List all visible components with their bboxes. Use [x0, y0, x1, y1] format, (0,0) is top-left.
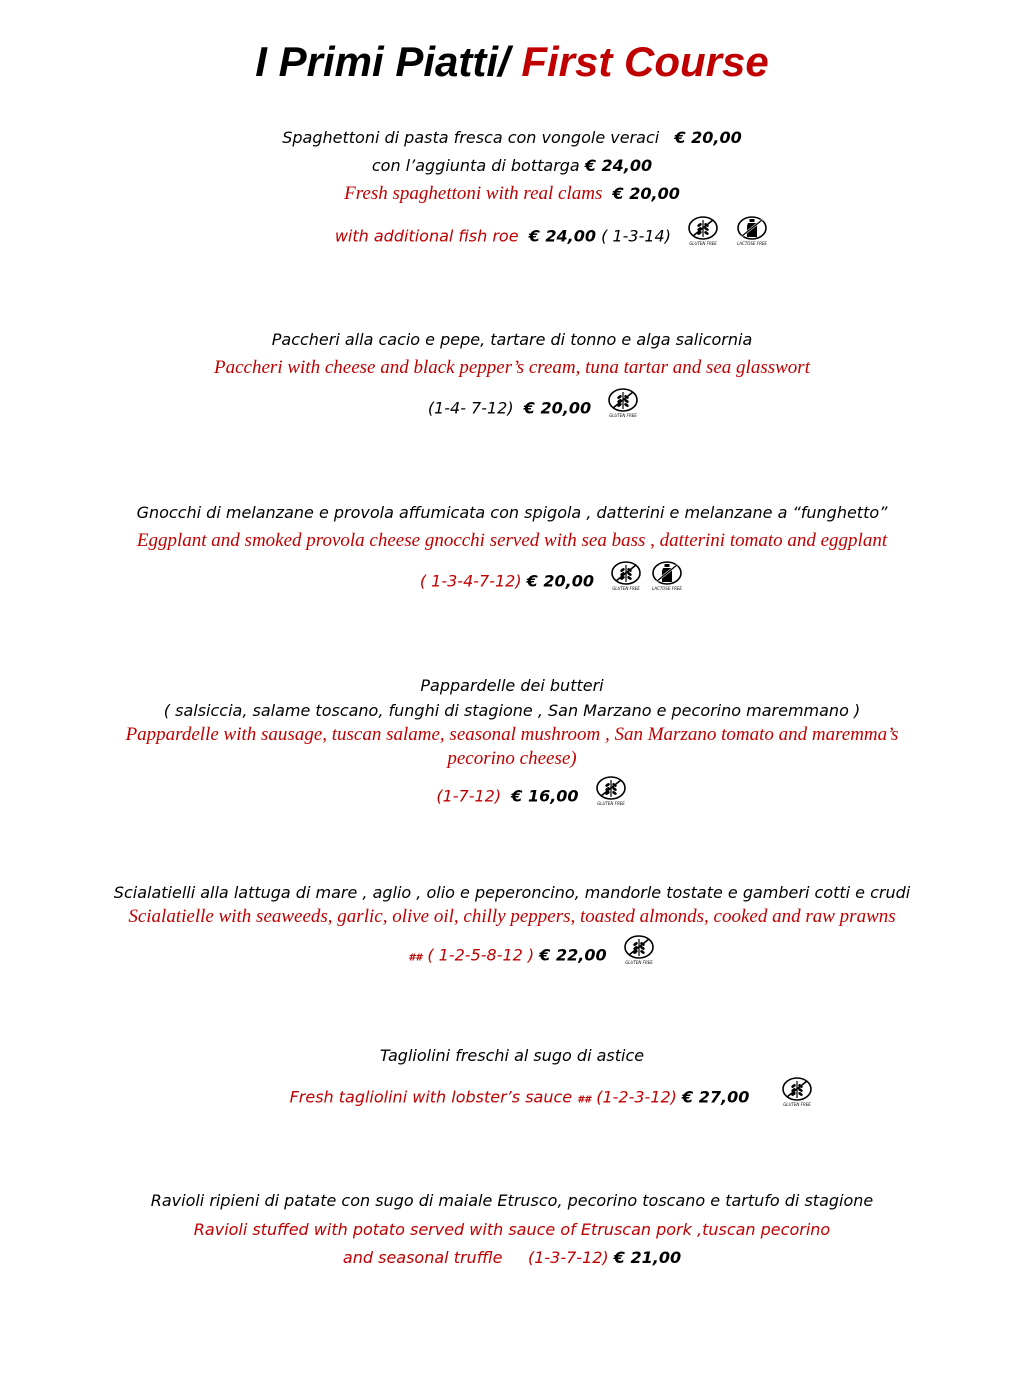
title-prefix: I Primi Piatti/: [255, 38, 510, 85]
title-suffix: First Course: [521, 38, 769, 85]
dish6-price: € 27,00: [682, 1087, 750, 1107]
dish3-italian-name: Gnocchi di melanzane e provola affumicata con spigola , datterini e melanzane a “funghetto”: [136, 503, 888, 522]
dish4-line4: [0, 747, 1024, 771]
dish1-line3: [0, 182, 1024, 206]
svg-text:GLUTEN FREE: GLUTEN FREE: [783, 1102, 812, 1107]
svg-text:GLUTEN FREE: GLUTEN FREE: [624, 960, 653, 965]
dish1-italian-name: Spaghettoni di pasta fresca con vongole veraci: [282, 128, 660, 147]
svg-text:GLUTEN FREE: GLUTEN FREE: [612, 586, 640, 591]
dish1-english-name: Fresh spaghettoni with real clams: [344, 183, 603, 204]
dish1-price: € 20,00: [674, 128, 742, 147]
dish5-line1: [0, 881, 1024, 905]
dish3-price: € 20,00: [526, 571, 594, 591]
dish5-price: € 22,00: [539, 945, 607, 965]
dish6-allergens: (1-2-3-12): [596, 1087, 677, 1107]
gluten-free-icon: [686, 216, 720, 246]
gluten-free-icon: [622, 935, 656, 965]
dish2-price: € 20,00: [523, 398, 592, 418]
dish4-line3: [0, 723, 1024, 747]
dish2-italian-name: Paccheri alla cacio e pepe, tartare di tonno e alga salicornia: [271, 330, 753, 349]
dish4-allergens: (1-7-12): [436, 786, 502, 806]
dish2-allergens: (1-4- 7-12): [427, 398, 514, 418]
dish2-line1: [0, 328, 1024, 352]
svg-text:GLUTEN FREE: GLUTEN FREE: [596, 801, 625, 806]
dish5-english-name: Scialatielle with seaweeds, garlic, olive oil, chilly peppers, toasted almonds, cooked and raw prawns: [128, 906, 896, 927]
dish6-italian-name: Tagliolini freschi al sugo di astice: [379, 1046, 645, 1065]
page-title: [0, 38, 1024, 86]
dish3-line1: [0, 501, 1024, 525]
dish3-line3: [40, 567, 1024, 597]
gluten-free-icon: [594, 776, 628, 806]
dish5-line3: [20, 941, 1024, 971]
svg-text:LACTOSE FREE: LACTOSE FREE: [737, 241, 768, 246]
dish2-english-name: Paccheri with cheese and black pepper’s cream, tuna tartar and sea glasswort: [214, 357, 810, 378]
dish4-line5: [20, 782, 1024, 812]
dish7-line3: [0, 1246, 1024, 1270]
dish7-italian-name: Ravioli ripieni di patate con sugo di maiale Etrusco, pecorino toscano e tartufo di stagione: [150, 1191, 874, 1210]
lactose-free-icon: [650, 561, 684, 591]
dish1-line4: [40, 222, 1024, 252]
dish4-line1: [0, 674, 1024, 698]
dish3-line2: [0, 529, 1024, 553]
dish2-line2: [0, 356, 1024, 380]
dish6-marker: ##: [577, 1094, 592, 1106]
dish7-english-continued: and seasonal truffle: [342, 1248, 503, 1267]
dish4-english-name: Pappardelle with sausage, tuscan salame, seasonal mushroom , San Marzano tomato and maremma’s: [125, 724, 899, 745]
dish7-price: € 21,00: [613, 1248, 682, 1267]
dish1-allergens: ( 1-3-14): [601, 226, 671, 246]
dish5-allergens: ( 1-2-5-8-12 ): [427, 945, 535, 965]
dish7-line1: [0, 1189, 1024, 1213]
dish7-line2: [0, 1218, 1024, 1242]
gluten-free-icon: [606, 388, 640, 418]
dish5-italian-name: Scialatielli alla lattuga di mare , aglio , olio e peperoncino, mandorle tostate e gamberi cotti e crudi: [113, 883, 911, 902]
dish1-addon-english: with additional fish roe: [334, 226, 519, 246]
svg-text:GLUTEN FREE: GLUTEN FREE: [689, 241, 717, 246]
dish7-allergens: (1-3-7-12): [527, 1248, 609, 1267]
dish3-allergens: ( 1-3-4-7-12): [419, 571, 522, 591]
dish3-english-name: Eggplant and smoked provola cheese gnocchi served with sea bass , datterini tomato and eggplant: [136, 530, 888, 551]
dish1-line1: [0, 126, 1024, 150]
dish1-line2: [0, 154, 1024, 178]
dish1-english-price: € 20,00: [612, 184, 680, 203]
dish1-addon-price: € 24,00: [584, 156, 653, 175]
dish4-price: € 16,00: [511, 786, 579, 806]
gluten-free-icon: [609, 561, 643, 591]
dish6-line2: [40, 1083, 1024, 1113]
dish6-line1: [0, 1044, 1024, 1068]
dish5-marker: ##: [408, 952, 423, 964]
dish4-english-continued: pecorino cheese): [447, 748, 577, 769]
gluten-free-icon: [780, 1077, 814, 1107]
dish4-italian-name: Pappardelle dei butteri: [420, 676, 604, 695]
dish1-addon-italian: con l’aggiunta di bottarga: [371, 156, 580, 175]
dish7-english-name: Ravioli stuffed with potato served with sauce of Etruscan pork ,tuscan pecorino: [193, 1220, 831, 1239]
dish4-line2: [0, 699, 1024, 723]
dish5-line2: [0, 905, 1024, 929]
dish6-english-name: Fresh tagliolini with lobster’s sauce: [289, 1087, 573, 1107]
svg-text:GLUTEN FREE: GLUTEN FREE: [609, 413, 637, 418]
dish1-addon-english-price: € 24,00: [528, 226, 597, 246]
dish4-italian-description: ( salsiccia, salame toscano, funghi di stagione , San Marzano e pecorino maremmano ): [163, 701, 861, 720]
lactose-free-icon: [735, 216, 769, 246]
svg-text:LACTOSE FREE: LACTOSE FREE: [652, 586, 683, 591]
dish2-line3: [22, 394, 1024, 424]
